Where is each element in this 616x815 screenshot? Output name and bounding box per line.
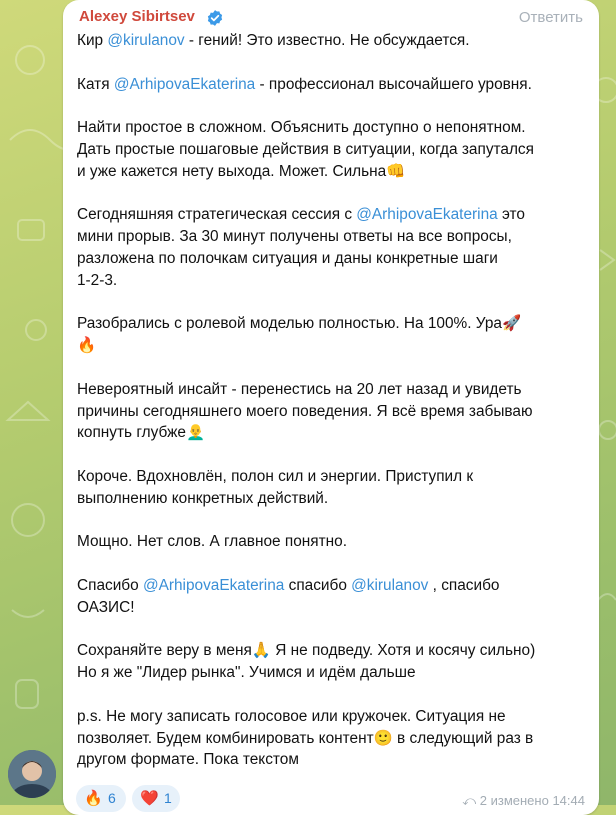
- mention-link[interactable]: @ArhipovaEkaterina: [356, 206, 498, 224]
- message-text-segment: и уже кажется нету выхода. Может. Сильна👊: [77, 162, 406, 180]
- message-text-segment: 1-2-3.: [77, 271, 118, 289]
- message-paragraph: [77, 204, 591, 291]
- fire-emoji-icon: 🔥: [84, 790, 103, 807]
- reaction-fire[interactable]: [76, 785, 126, 812]
- message-text-segment: выполнению конкретных действий.: [77, 489, 329, 507]
- message-text-segment: это: [497, 206, 525, 224]
- message-text-segment: ОАЗИС!: [77, 598, 135, 616]
- reply-button[interactable]: Ответить: [518, 9, 583, 26]
- edited-label: изменено: [490, 793, 549, 808]
- replies-icon[interactable]: ⤺: [462, 793, 477, 808]
- message-paragraph: [77, 313, 591, 357]
- message-text-segment: Разобрались с ролевой моделью полностью. На 100%. Ура🚀: [77, 315, 522, 333]
- mention-link[interactable]: @kirulanov: [107, 32, 185, 49]
- message-text-segment: Катя: [77, 75, 114, 93]
- message-paragraph: [77, 379, 591, 444]
- mention-link[interactable]: @kirulanov: [351, 576, 429, 594]
- message-text-segment: Сохраняйте веру в меня🙏 Я не подведу. Хотя и косячу сильно): [77, 642, 536, 660]
- message-text-segment: спасибо: [284, 576, 352, 594]
- reaction-count: 1: [164, 790, 172, 806]
- message-text-segment: причины сегодняшнего моего поведения. Я всё время забываю: [77, 402, 533, 420]
- replies-count[interactable]: 2: [479, 793, 487, 808]
- message-text: [77, 30, 591, 771]
- message-text-segment: другом формате. Пока текстом: [77, 751, 299, 769]
- message-paragraph: [77, 466, 591, 510]
- message-text-segment: мини прорыв. За 30 минут получены ответы на все вопросы,: [77, 228, 512, 246]
- message-time: 14:44: [552, 793, 585, 808]
- message-paragraph: [77, 575, 591, 619]
- message-paragraph: [77, 640, 591, 684]
- mention-link[interactable]: @ArhipovaEkaterina: [113, 75, 256, 93]
- message-meta: [462, 793, 585, 809]
- verified-badge-icon: [206, 9, 224, 27]
- message-paragraph: [77, 117, 591, 182]
- message-text-segment: Спасибо: [77, 576, 143, 594]
- sender-avatar[interactable]: [8, 750, 56, 798]
- message-text-segment: - профессионал высочайшего уровня.: [255, 75, 532, 93]
- message-paragraph: [77, 30, 591, 52]
- message-text-segment: 🔥: [77, 337, 97, 355]
- message-text-segment: Мощно. Нет слов. А главное понятно.: [77, 533, 347, 551]
- message-paragraph: [77, 706, 591, 771]
- message-text-segment: p.s. Не могу записать голосовое или кружочек. Ситуация не: [77, 707, 506, 725]
- message-header: [79, 8, 583, 30]
- message-text-segment: разложена по полочкам ситуация и даны конкретные шаги: [77, 249, 498, 267]
- message-text-segment: Сегодняшняя стратегическая сессия с: [77, 206, 357, 224]
- mention-link[interactable]: @ArhipovaEkaterina: [142, 576, 285, 594]
- avatar-photo-icon: [8, 750, 56, 798]
- message-text-segment: Кир: [77, 32, 108, 49]
- message-text-segment: Найти простое в сложном. Объяснить доступно о непонятном.: [77, 119, 526, 137]
- heart-emoji-icon: ❤️: [140, 790, 159, 807]
- message-paragraph: [77, 74, 591, 96]
- message-text-segment: Невероятный инсайт - перенестись на 20 лет назад и увидеть: [77, 380, 522, 398]
- message-text-segment: копнуть глубже👨‍🦲: [77, 424, 206, 442]
- message-text-segment: , спасибо: [428, 576, 500, 594]
- reaction-count: 6: [108, 790, 116, 806]
- reaction-heart[interactable]: [132, 785, 180, 812]
- sender-name[interactable]: Alexey Sibirtsev: [79, 8, 195, 25]
- message-text-segment: - гений! Это известно. Не обсуждается.: [184, 32, 470, 49]
- message-text-segment: Но я же "Лидер рынка". Учимся и идём дальше: [77, 664, 416, 682]
- message-bubble: [63, 0, 599, 815]
- message-text-segment: Дать простые пошаговые действия в ситуации, когда запутался: [77, 140, 534, 158]
- message-text-segment: позволяет. Будем комбинировать контент🙂 в следующий раз в: [77, 729, 534, 747]
- message-text-segment: Короче. Вдохновлён, полон сил и энергии. Приступил к: [77, 467, 474, 485]
- message-paragraph: [77, 531, 591, 553]
